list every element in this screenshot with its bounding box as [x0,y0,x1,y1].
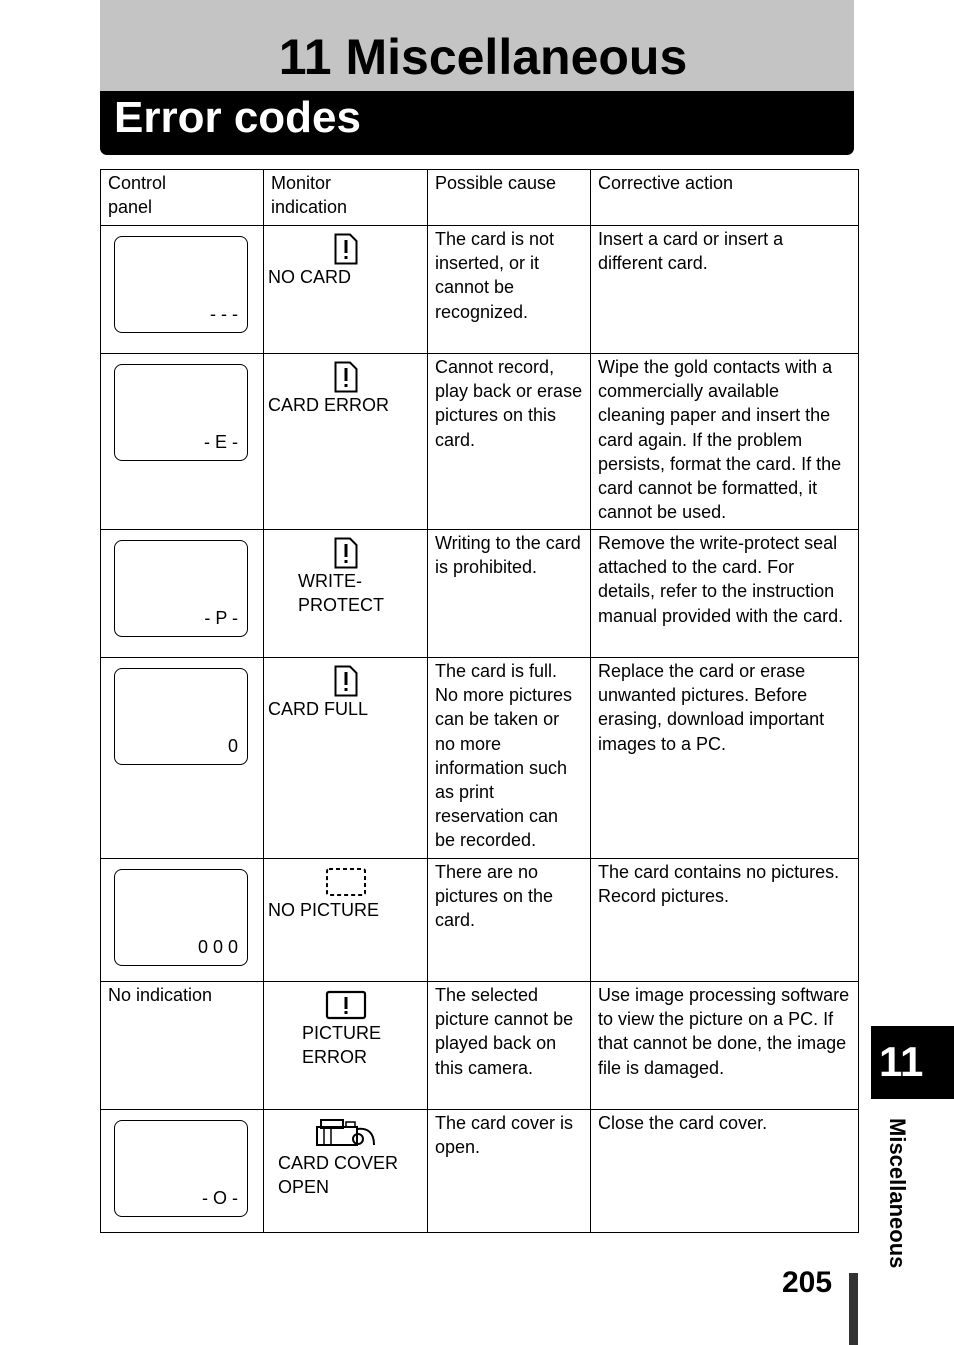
chapter-tab-number: 11 [879,1038,924,1085]
cause-cell: Cannot record, play back or erase pictures on this card. [428,354,591,530]
lcd-code: - - - [210,304,238,324]
control-panel-cell [101,658,264,859]
monitor-cell [264,354,428,530]
action-cell: The card contains no pictures. Record pictures. [591,859,859,982]
lcd-panel [114,1120,248,1217]
control-panel-cell [101,354,264,530]
monitor-cell [264,859,428,982]
table-header-row [101,170,859,226]
lcd-panel [114,236,248,333]
monitor-label: PICTURE ERROR [302,1023,382,1067]
chapter-tab [871,1026,954,1099]
lcd-code: - P - [204,608,238,628]
page-number: 205 [782,1266,833,1299]
no-indication-text: No indication [108,985,213,1005]
table-row [101,530,859,658]
chapter-title: 11 Miscellaneous [278,29,688,85]
cause-cell: Writing to the card is prohibited. [428,530,591,658]
table-row [101,354,859,530]
control-panel-cell [101,226,264,354]
cause-cell: The card is full. No more pictures can be taken or no more information such as print reservation can be recorded. [428,658,591,859]
lcd-panel [114,540,248,637]
monitor-label: CARD COVER OPEN [278,1153,399,1197]
action-cell: Use image processing software to view the picture on a PC. If that cannot be done, the image file is damaged. [591,982,859,1110]
warning-card-icon [334,361,358,393]
column-header-monitor: Monitor indication [264,170,428,226]
cause-cell: The card is not inserted, or it cannot be recognized. [428,226,591,354]
action-cell: Wipe the gold contacts with a commercially available cleaning paper and insert the card again. If the problem persists, format the card. If the card cannot be formatted, it cannot be used. [591,354,859,530]
lcd-panel [114,668,248,765]
action-cell: Insert a card or insert a different card. [591,226,859,354]
control-panel-cell [101,530,264,658]
warning-card-icon [334,665,358,697]
card-cover-open-icon [314,1117,378,1151]
control-panel-cell [101,982,264,1110]
control-panel-cell [101,859,264,982]
action-cell: Remove the write-protect seal attached to the card. For details, refer to the instruction manual provided with the card. [591,530,859,658]
monitor-label: CARD ERROR [268,395,390,415]
section-title: Error codes [114,93,361,142]
warning-card-icon [334,537,358,569]
table-row [101,1110,859,1233]
table-row [101,859,859,982]
lcd-panel [114,869,248,966]
table-row [101,982,859,1110]
cause-cell: The card cover is open. [428,1110,591,1233]
lcd-code: - E - [204,432,238,452]
monitor-cell [264,982,428,1110]
action-cell: Replace the card or erase unwanted pictures. Before erasing, download important images to a PC. [591,658,859,859]
lcd-code: 0 [227,736,238,756]
cause-cell: The selected picture cannot be played back on this camera. [428,982,591,1110]
picture-error-icon [325,989,367,1021]
action-cell: Close the card cover. [591,1110,859,1233]
control-panel-cell [101,1110,264,1233]
monitor-label: NO PICTURE [268,900,380,920]
lcd-code: - O - [202,1188,238,1208]
cause-cell: There are no pictures on the card. [428,859,591,982]
monitor-cell [264,226,428,354]
column-header-cause: Possible cause [428,170,591,226]
table-row [101,658,859,859]
section-bar [100,91,854,155]
monitor-cell [264,658,428,859]
monitor-label: NO CARD [268,267,352,287]
chapter-tab-label: Miscellaneous [885,1118,910,1269]
column-header-action: Corrective action [591,170,859,226]
page-bar [849,1273,858,1345]
monitor-label: WRITE-PROTECT [298,571,385,615]
empty-frame-icon [325,866,367,898]
lcd-panel [114,364,248,461]
error-codes-table [100,169,859,1233]
warning-card-icon [334,233,358,265]
column-header-control-panel: Control panel [101,170,264,226]
monitor-label: CARD FULL [268,699,369,719]
monitor-cell [264,1110,428,1233]
table-row [101,226,859,354]
lcd-code: 0 0 0 [197,937,238,957]
monitor-cell [264,530,428,658]
